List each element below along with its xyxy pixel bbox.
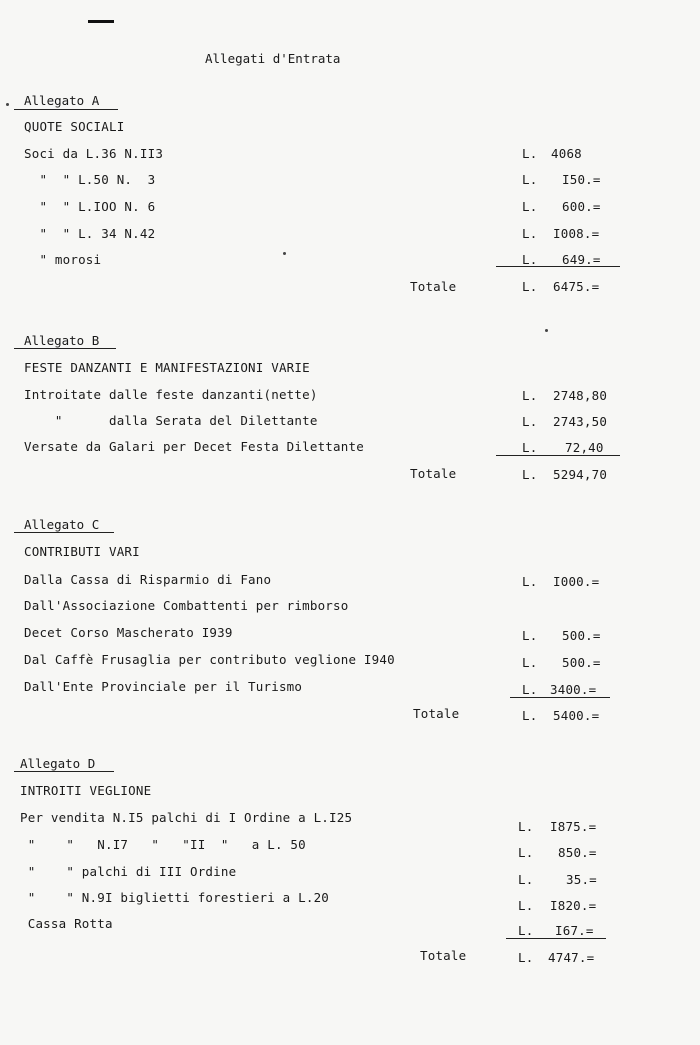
section-a-row-3-currency: L. — [522, 199, 538, 214]
section-c-row-5-currency: L. — [522, 682, 538, 697]
top-pen-mark — [88, 20, 114, 23]
section-a-row-4-amount: I008.= — [553, 226, 600, 241]
section-d-subtitle: INTROITI VEGLIONE — [20, 783, 152, 798]
section-b-total-amount: 5294,70 — [553, 467, 608, 482]
section-a-row-1-currency: L. — [522, 146, 538, 161]
section-a-heading: Allegato A — [24, 93, 100, 108]
section-c-row-1-desc: Dalla Cassa di Risparmio di Fano — [24, 572, 272, 587]
section-d-row-3-currency: L. — [518, 845, 534, 860]
section-b-total-label: Totale — [410, 466, 457, 481]
section-a-total-currency: L. — [522, 279, 538, 294]
section-a-total-label: Totale — [410, 279, 457, 294]
paper-speck — [545, 329, 548, 332]
section-a-row-2-currency: L. — [522, 172, 538, 187]
section-d-row-4-currency: L. — [518, 872, 534, 887]
section-c-row-3-desc: Decet Corso Mascherato I939 — [24, 625, 233, 640]
section-d-row-5-currency: L. — [518, 898, 534, 913]
section-d-row-4-desc: " " N.9I biglietti forestieri a L.20 — [20, 890, 330, 905]
section-a-row-3-amount: 600.= — [562, 199, 601, 214]
section-d-row-5-amount: I820.= — [550, 898, 597, 913]
section-b-total-currency: L. — [522, 467, 538, 482]
section-a-row-3-desc: " " L.IOO N. 6 — [24, 199, 156, 214]
section-a-heading-underline — [14, 109, 118, 110]
section-c-heading: Allegato C — [24, 517, 100, 532]
section-b-heading-underline — [14, 348, 116, 349]
section-b-row-1-amount: 2748,80 — [553, 388, 608, 403]
section-a-row-4-currency: L. — [522, 226, 538, 241]
section-b-sum-line — [496, 455, 620, 456]
section-b-row-1-desc: Introitate dalle feste danzanti(nette) — [24, 387, 318, 402]
section-a-row-2-amount: I50.= — [562, 172, 601, 187]
section-b-row-3-currency: L. — [522, 440, 538, 455]
section-d-row-6-currency: L. — [518, 923, 534, 938]
section-a-row-4-desc: " " L. 34 N.42 — [24, 226, 156, 241]
section-a-row-5-currency: L. — [522, 252, 538, 267]
section-a-row-1-desc: Soci da L.36 N.II3 — [24, 146, 164, 161]
section-c-total-amount: 5400.= — [553, 708, 600, 723]
section-d-heading: Allegato D — [20, 756, 96, 771]
section-d-heading-underline — [14, 771, 114, 772]
section-d-row-3-desc: " " palchi di III Ordine — [20, 864, 237, 879]
section-c-subtitle: CONTRIBUTI VARI — [24, 544, 140, 559]
section-a-total-amount: 6475.= — [553, 279, 600, 294]
section-c-total-label: Totale — [413, 706, 460, 721]
section-b-row-3-desc: Versate da Galari per Decet Festa Dilettante — [24, 439, 364, 454]
section-c-row-2-desc: Dall'Associazione Combattenti per rimborso — [24, 598, 349, 613]
section-b-heading: Allegato B — [24, 333, 100, 348]
section-a-row-5-desc: " morosi — [24, 252, 102, 267]
section-b-row-3-amount: 72,40 — [565, 440, 604, 455]
section-d-row-1-desc: Per vendita N.I5 palchi di I Ordine a L.I25 — [20, 810, 353, 825]
section-a-row-1-amount: 4068 — [551, 146, 582, 161]
section-d-total-label: Totale — [420, 948, 467, 963]
section-b-row-1-currency: L. — [522, 388, 538, 403]
section-d-row-6-amount: I67.= — [555, 923, 594, 938]
section-c-row-5-amount: 3400.= — [550, 682, 597, 697]
paper-speck — [6, 103, 9, 106]
section-c-row-4-amount: 500.= — [562, 655, 601, 670]
section-c-row-3-amount: 500.= — [562, 628, 601, 643]
section-c-row-1-currency: L. — [522, 574, 538, 589]
section-d-row-3-amount: 850.= — [558, 845, 597, 860]
section-d-row-4-amount: 35.= — [566, 872, 597, 887]
section-c-total-currency: L. — [522, 708, 538, 723]
section-c-row-4-currency: L. — [522, 655, 538, 670]
section-d-sum-line — [506, 938, 606, 939]
section-a-row-2-desc: " " L.50 N. 3 — [24, 172, 156, 187]
section-d-row-2-currency: L. — [518, 819, 534, 834]
section-c-row-1-amount: I000.= — [553, 574, 600, 589]
section-d-row-5-desc: Cassa Rotta — [20, 916, 113, 931]
section-b-row-2-desc: " dalla Serata del Dilettante — [24, 413, 318, 428]
section-c-row-3-currency: L. — [522, 628, 538, 643]
section-d-total-amount: 4747.= — [548, 950, 595, 965]
section-b-row-2-currency: L. — [522, 414, 538, 429]
section-a-row-5-amount: 649.= — [562, 252, 601, 267]
section-d-total-currency: L. — [518, 950, 534, 965]
section-c-row-4-desc: Dal Caffè Frusaglia per contributo veglione I940 — [24, 652, 395, 667]
section-a-sum-line — [496, 266, 620, 267]
section-d-row-2-desc: " " N.I7 " "II " a L. 50 — [20, 837, 306, 852]
section-b-row-2-amount: 2743,50 — [553, 414, 608, 429]
section-c-sum-line — [510, 697, 610, 698]
document-title: Allegati d'Entrata — [205, 51, 341, 66]
section-d-row-2-amount: I875.= — [550, 819, 597, 834]
section-c-row-5-desc: Dall'Ente Provinciale per il Turismo — [24, 679, 303, 694]
section-a-subtitle: QUOTE SOCIALI — [24, 119, 125, 134]
paper-speck — [283, 252, 286, 255]
section-c-heading-underline — [14, 532, 114, 533]
section-b-subtitle: FESTE DANZANTI E MANIFESTAZIONI VARIE — [24, 360, 310, 375]
